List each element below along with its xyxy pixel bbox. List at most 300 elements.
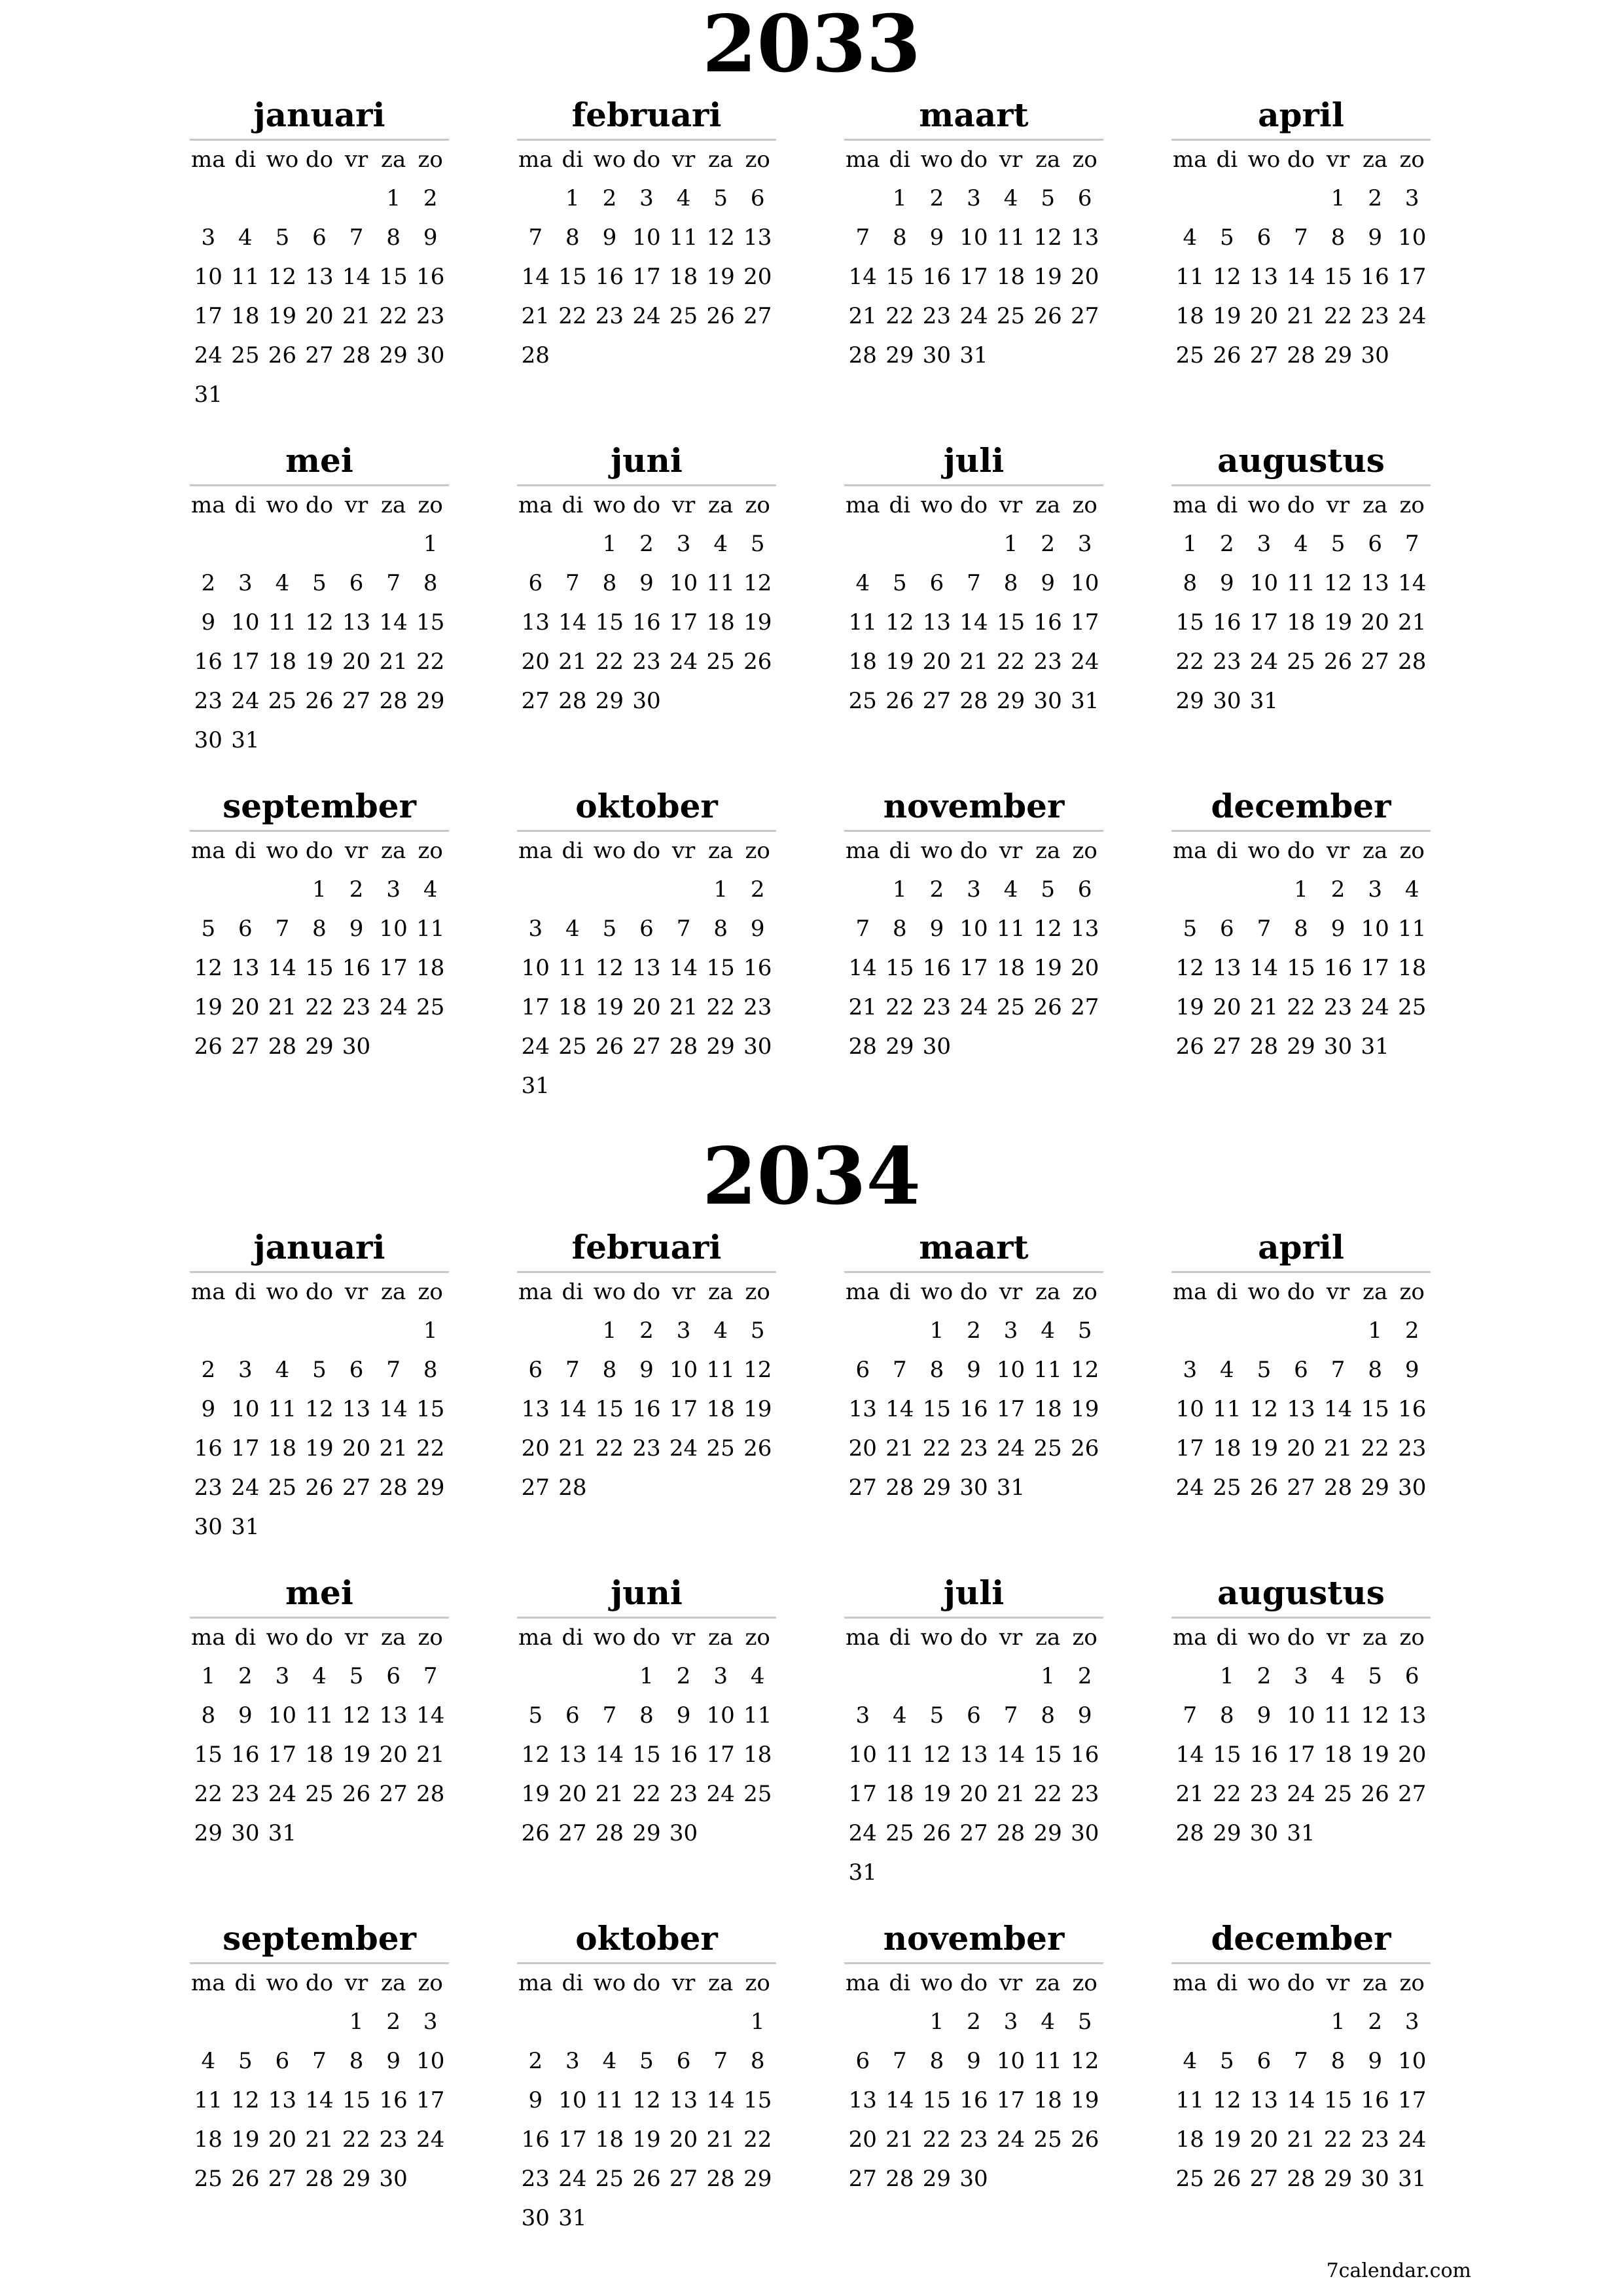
day-cell: 13 (305, 264, 334, 290)
day-cell: 16 (922, 264, 952, 290)
weekday-header (517, 486, 776, 524)
year-title-2033: 2033 (702, 0, 921, 90)
weekday-label: di (562, 1624, 584, 1651)
day-cell: 22 (595, 649, 624, 675)
day-cell: 6 (750, 185, 765, 211)
day-cell: 11 (305, 1702, 334, 1729)
day-cell: 11 (194, 2087, 223, 2113)
day-cell: 7 (855, 916, 870, 942)
day-cell: 18 (1398, 955, 1427, 981)
day-cell: 14 (268, 955, 297, 981)
day-cell: 27 (848, 2166, 877, 2192)
weekday-label: ma (191, 1624, 226, 1651)
weekday-label: zo (1399, 492, 1425, 518)
day-cell: 25 (558, 1033, 587, 1060)
day-cell: 15 (1287, 955, 1315, 981)
day-cell: 2 (1368, 185, 1382, 211)
day-cell: 29 (1213, 1820, 1241, 1846)
day-cell: 8 (386, 224, 401, 251)
day-cell: 6 (855, 2048, 870, 2074)
day-cell: 10 (1175, 1396, 1204, 1422)
weekday-label: di (889, 1970, 911, 1996)
day-cell: 19 (231, 2126, 260, 2153)
day-cell: 23 (1361, 303, 1389, 329)
weekday-label: za (708, 147, 734, 173)
day-cell: 12 (231, 2087, 260, 2113)
day-cell: 5 (1220, 224, 1234, 251)
day-cell: 13 (268, 2087, 297, 2113)
day-cell: 10 (996, 2048, 1026, 2074)
day-cell: 13 (1249, 2087, 1279, 2113)
day-cell: 6 (1368, 531, 1382, 557)
day-cell: 1 (423, 1318, 438, 1344)
day-cell: 11 (996, 916, 1026, 942)
day-cell: 14 (1287, 2087, 1315, 2113)
day-cell: 21 (885, 2126, 914, 2153)
day-cell: 28 (848, 342, 877, 368)
day-cell: 4 (750, 1663, 765, 1689)
day-cell: 28 (885, 2166, 914, 2192)
day-cell: 21 (996, 1781, 1026, 1807)
weekday-label: do (632, 1970, 661, 1996)
day-cell: 19 (632, 2126, 661, 2153)
day-cell: 30 (342, 1033, 371, 1060)
day-cell: 10 (416, 2048, 445, 2074)
day-empty (844, 524, 882, 564)
day-cell: 11 (848, 609, 877, 636)
weekday-label: di (234, 1624, 257, 1651)
day-cell: 8 (1003, 570, 1018, 596)
day-cell: 22 (1361, 1435, 1389, 1462)
day-cell: 11 (1033, 2048, 1062, 2074)
day-cell: 27 (1071, 994, 1099, 1020)
day-cell: 15 (1323, 2087, 1353, 2113)
day-cell: 10 (1398, 224, 1427, 251)
day-cell: 11 (595, 2087, 624, 2113)
weekday-label: vr (1326, 492, 1350, 518)
day-cell: 26 (1213, 342, 1241, 368)
day-cell: 28 (885, 1475, 914, 1501)
day-cell: 1 (713, 876, 728, 903)
day-cell: 13 (922, 609, 952, 636)
weekday-label: za (1035, 147, 1061, 173)
day-cell: 22 (996, 649, 1026, 675)
weekday-label: za (1363, 838, 1388, 864)
day-cell: 22 (922, 2126, 952, 2153)
day-cell: 27 (379, 1781, 408, 1807)
day-cell: 1 (349, 2009, 364, 2035)
day-cell: 11 (1398, 916, 1427, 942)
weekday-label: do (1287, 838, 1315, 864)
day-cell: 23 (342, 994, 371, 1020)
day-cell: 14 (706, 2087, 735, 2113)
day-empty (301, 524, 338, 564)
weekday-label: zo (745, 838, 770, 864)
day-cell: 2 (423, 185, 438, 211)
day-cell: 22 (1323, 303, 1353, 329)
day-cell: 2 (967, 1318, 981, 1344)
day-cell: 7 (349, 224, 364, 251)
day-cell: 9 (349, 916, 364, 942)
weekday-label: za (708, 1970, 734, 1996)
day-cell: 20 (1287, 1435, 1315, 1462)
weekday-label: vr (344, 1624, 368, 1651)
day-cell: 1 (386, 185, 401, 211)
day-cell: 23 (521, 2166, 550, 2192)
day-cell: 25 (231, 342, 260, 368)
weekday-label: za (1035, 1279, 1061, 1305)
day-cell: 9 (929, 224, 944, 251)
weekday-label: do (305, 1624, 334, 1651)
day-cell: 30 (1071, 1820, 1099, 1846)
days-grid (517, 2002, 776, 2238)
day-empty (190, 179, 227, 218)
day-cell: 8 (929, 2048, 944, 2074)
weekday-header (844, 1619, 1103, 1657)
day-cell: 5 (275, 224, 290, 251)
days-grid (844, 2002, 1103, 2198)
day-cell: 25 (848, 688, 877, 714)
day-cell: 10 (521, 955, 550, 981)
day-cell: 22 (885, 994, 914, 1020)
day-empty (264, 524, 301, 564)
weekday-label: zo (745, 1624, 770, 1651)
day-cell: 13 (1071, 224, 1099, 251)
day-cell: 1 (1330, 2009, 1346, 2035)
weekday-label: zo (1399, 838, 1425, 864)
weekday-label: zo (418, 838, 443, 864)
day-cell: 14 (379, 1396, 408, 1422)
day-cell: 9 (676, 1702, 691, 1729)
weekday-label: zo (418, 1279, 443, 1305)
day-cell: 30 (1398, 1475, 1427, 1501)
days-grid (1171, 179, 1431, 375)
day-cell: 7 (312, 2048, 327, 2074)
day-cell: 30 (1361, 342, 1389, 368)
day-cell: 15 (342, 2087, 371, 2113)
day-cell: 13 (1249, 264, 1279, 290)
day-empty (1245, 870, 1283, 909)
day-cell: 26 (1323, 649, 1353, 675)
day-empty (554, 1657, 592, 1696)
month-2034-juni (517, 1570, 776, 1853)
day-cell: 20 (342, 1435, 371, 1462)
day-empty (882, 2002, 919, 2041)
weekday-label: ma (191, 838, 226, 864)
day-cell: 23 (632, 1435, 661, 1462)
day-cell: 12 (1361, 1702, 1389, 1729)
day-cell: 15 (595, 609, 624, 636)
weekday-label: za (381, 838, 406, 864)
weekday-label: vr (1326, 1279, 1350, 1305)
weekday-label: ma (518, 838, 553, 864)
day-cell: 20 (342, 649, 371, 675)
day-cell: 17 (194, 303, 223, 329)
day-cell: 13 (848, 2087, 877, 2113)
day-cell: 27 (1249, 2166, 1279, 2192)
day-cell: 5 (750, 531, 765, 557)
weekday-label: di (1216, 147, 1238, 173)
weekday-label: ma (518, 1970, 553, 1996)
day-empty (264, 870, 301, 909)
day-cell: 4 (275, 570, 290, 596)
day-cell: 4 (275, 1357, 290, 1383)
weekday-header (844, 141, 1103, 179)
day-cell: 20 (922, 649, 952, 675)
day-cell: 1 (1003, 531, 1018, 557)
day-cell: 19 (1071, 1396, 1099, 1422)
day-cell: 10 (996, 1357, 1026, 1383)
day-cell: 17 (996, 2087, 1026, 2113)
weekday-header (1171, 1619, 1431, 1657)
day-cell: 25 (1175, 2166, 1204, 2192)
footer-website[interactable]: 7calendar.com (1326, 2259, 1471, 2282)
day-cell: 9 (967, 1357, 981, 1383)
day-cell: 15 (1033, 1742, 1062, 1768)
weekday-label: do (632, 838, 661, 864)
day-cell: 14 (848, 955, 877, 981)
weekday-label: di (889, 147, 911, 173)
day-cell: 27 (959, 1820, 988, 1846)
day-cell: 4 (1041, 2009, 1055, 2035)
day-cell: 25 (1287, 649, 1315, 675)
day-cell: 6 (1294, 1357, 1308, 1383)
day-cell: 17 (268, 1742, 297, 1768)
month-name: maart (844, 1224, 1103, 1273)
days-grid (844, 524, 1103, 721)
day-empty (918, 524, 955, 564)
day-cell: 12 (1033, 224, 1062, 251)
day-cell: 15 (595, 1396, 624, 1422)
day-empty (1209, 179, 1246, 218)
day-cell: 20 (268, 2126, 297, 2153)
day-cell: 22 (1175, 649, 1204, 675)
day-cell: 21 (1323, 1435, 1353, 1462)
day-cell: 13 (669, 2087, 698, 2113)
day-cell: 26 (305, 1475, 334, 1501)
day-cell: 8 (713, 916, 728, 942)
day-cell: 17 (558, 2126, 587, 2153)
day-empty (190, 524, 227, 564)
day-empty (264, 2002, 301, 2041)
day-cell: 26 (1033, 303, 1062, 329)
day-cell: 22 (743, 2126, 772, 2153)
weekday-label: di (889, 492, 911, 518)
day-cell: 28 (379, 1475, 408, 1501)
month-2033-mei (190, 437, 449, 760)
day-cell: 19 (1213, 2126, 1241, 2153)
day-cell: 30 (231, 1820, 260, 1846)
weekday-label: zo (1399, 147, 1425, 173)
day-cell: 26 (1361, 1781, 1389, 1807)
weekday-label: za (381, 492, 406, 518)
day-cell: 7 (1003, 1702, 1018, 1729)
day-cell: 5 (1257, 1357, 1272, 1383)
day-cell: 24 (268, 1781, 297, 1807)
month-name: februari (517, 92, 776, 141)
day-cell: 16 (379, 2087, 408, 2113)
day-cell: 3 (1294, 1663, 1308, 1689)
day-cell: 27 (1361, 649, 1389, 675)
month-2034-maart (844, 1224, 1103, 1507)
day-cell: 2 (1077, 1663, 1092, 1689)
day-cell: 18 (595, 2126, 624, 2153)
day-cell: 23 (194, 688, 223, 714)
weekday-label: vr (344, 147, 368, 173)
weekday-label: do (632, 1624, 661, 1651)
day-empty (517, 2002, 554, 2041)
day-cell: 20 (558, 1781, 587, 1807)
weekday-label: do (1287, 1624, 1315, 1651)
day-cell: 18 (848, 649, 877, 675)
days-grid (1171, 870, 1431, 1066)
weekday-label: ma (518, 1279, 553, 1305)
day-cell: 20 (959, 1781, 988, 1807)
day-cell: 10 (1361, 916, 1389, 942)
day-cell: 15 (1175, 609, 1204, 636)
day-cell: 12 (706, 224, 735, 251)
weekday-label: ma (1173, 492, 1207, 518)
day-empty (517, 524, 554, 564)
day-cell: 27 (342, 688, 371, 714)
day-cell: 16 (1213, 609, 1241, 636)
day-cell: 25 (706, 649, 735, 675)
day-empty (375, 524, 412, 564)
day-cell: 2 (639, 531, 654, 557)
day-cell: 6 (528, 570, 543, 596)
weekday-header (517, 1273, 776, 1311)
weekday-label: vr (344, 1279, 368, 1305)
day-cell: 14 (1323, 1396, 1353, 1422)
day-cell: 23 (416, 303, 445, 329)
day-cell: 5 (750, 1318, 765, 1344)
day-cell: 29 (416, 688, 445, 714)
day-cell: 28 (1249, 1033, 1279, 1060)
day-cell: 26 (743, 649, 772, 675)
days-grid (190, 870, 449, 1066)
day-cell: 26 (706, 303, 735, 329)
day-cell: 30 (743, 1033, 772, 1060)
day-cell: 17 (632, 264, 661, 290)
days-grid (517, 1657, 776, 1853)
day-cell: 15 (632, 1742, 661, 1768)
day-cell: 31 (558, 2205, 587, 2231)
weekday-label: zo (1399, 1970, 1425, 1996)
day-empty (955, 524, 993, 564)
day-cell: 7 (423, 1663, 438, 1689)
weekday-label: za (381, 147, 406, 173)
day-cell: 17 (669, 609, 698, 636)
weekday-label: wo (266, 492, 299, 518)
day-cell: 14 (558, 609, 587, 636)
day-cell: 13 (342, 1396, 371, 1422)
weekday-label: zo (745, 1970, 770, 1996)
day-cell: 23 (1033, 649, 1062, 675)
day-cell: 13 (1398, 1702, 1427, 1729)
day-cell: 19 (706, 264, 735, 290)
weekday-label: vr (1326, 1970, 1350, 1996)
weekday-label: vr (671, 147, 696, 173)
day-cell: 31 (231, 1514, 260, 1540)
day-cell: 3 (676, 531, 691, 557)
weekday-label: ma (191, 492, 226, 518)
day-cell: 12 (1175, 955, 1204, 981)
day-cell: 29 (706, 1033, 735, 1060)
day-cell: 13 (1071, 916, 1099, 942)
weekday-header (190, 1964, 449, 2002)
day-empty (227, 2002, 264, 2041)
day-cell: 11 (416, 916, 445, 942)
day-cell: 2 (1404, 1318, 1419, 1344)
day-cell: 11 (558, 955, 587, 981)
weekday-label: ma (846, 147, 880, 173)
weekday-label: di (889, 838, 911, 864)
day-cell: 11 (669, 224, 698, 251)
day-cell: 15 (922, 1396, 952, 1422)
month-2034-april (1171, 1224, 1431, 1507)
day-empty (844, 870, 882, 909)
day-cell: 1 (201, 1663, 216, 1689)
month-2034-juli (844, 1570, 1103, 1892)
month-2033-oktober (517, 783, 776, 1105)
day-cell: 30 (1033, 688, 1062, 714)
day-cell: 5 (639, 2048, 654, 2074)
day-cell: 30 (1213, 688, 1241, 714)
day-cell: 9 (1041, 570, 1055, 596)
day-cell: 18 (1323, 1742, 1353, 1768)
day-cell: 18 (1213, 1435, 1241, 1462)
weekday-label: di (562, 1279, 584, 1305)
day-cell: 28 (1175, 1820, 1204, 1846)
day-cell: 3 (1257, 531, 1272, 557)
day-cell: 30 (521, 2205, 550, 2231)
day-cell: 2 (602, 185, 617, 211)
day-cell: 29 (1323, 2166, 1353, 2192)
day-cell: 16 (1071, 1742, 1099, 1768)
day-cell: 7 (565, 1357, 580, 1383)
day-cell: 19 (1213, 303, 1241, 329)
day-empty (1245, 179, 1283, 218)
day-cell: 15 (379, 264, 408, 290)
day-cell: 19 (1175, 994, 1204, 1020)
day-cell: 19 (268, 303, 297, 329)
day-cell: 5 (349, 1663, 364, 1689)
day-cell: 18 (1175, 2126, 1204, 2153)
day-cell: 11 (996, 224, 1026, 251)
day-empty (338, 1311, 375, 1350)
day-empty (517, 870, 554, 909)
day-cell: 22 (885, 303, 914, 329)
day-cell: 26 (342, 1781, 371, 1807)
day-cell: 30 (379, 2166, 408, 2192)
weekday-label: di (562, 147, 584, 173)
day-cell: 16 (1033, 609, 1062, 636)
day-cell: 9 (929, 916, 944, 942)
day-cell: 15 (416, 609, 445, 636)
day-cell: 27 (231, 1033, 260, 1060)
day-cell: 9 (528, 2087, 543, 2113)
day-cell: 5 (929, 1702, 944, 1729)
month-name: januari (190, 92, 449, 141)
day-cell: 28 (1398, 649, 1427, 675)
day-cell: 23 (669, 1781, 698, 1807)
day-cell: 22 (379, 303, 408, 329)
day-cell: 4 (893, 1702, 907, 1729)
day-empty (1171, 870, 1209, 909)
day-cell: 20 (1361, 609, 1389, 636)
weekday-label: za (708, 838, 734, 864)
day-cell: 11 (1175, 264, 1204, 290)
